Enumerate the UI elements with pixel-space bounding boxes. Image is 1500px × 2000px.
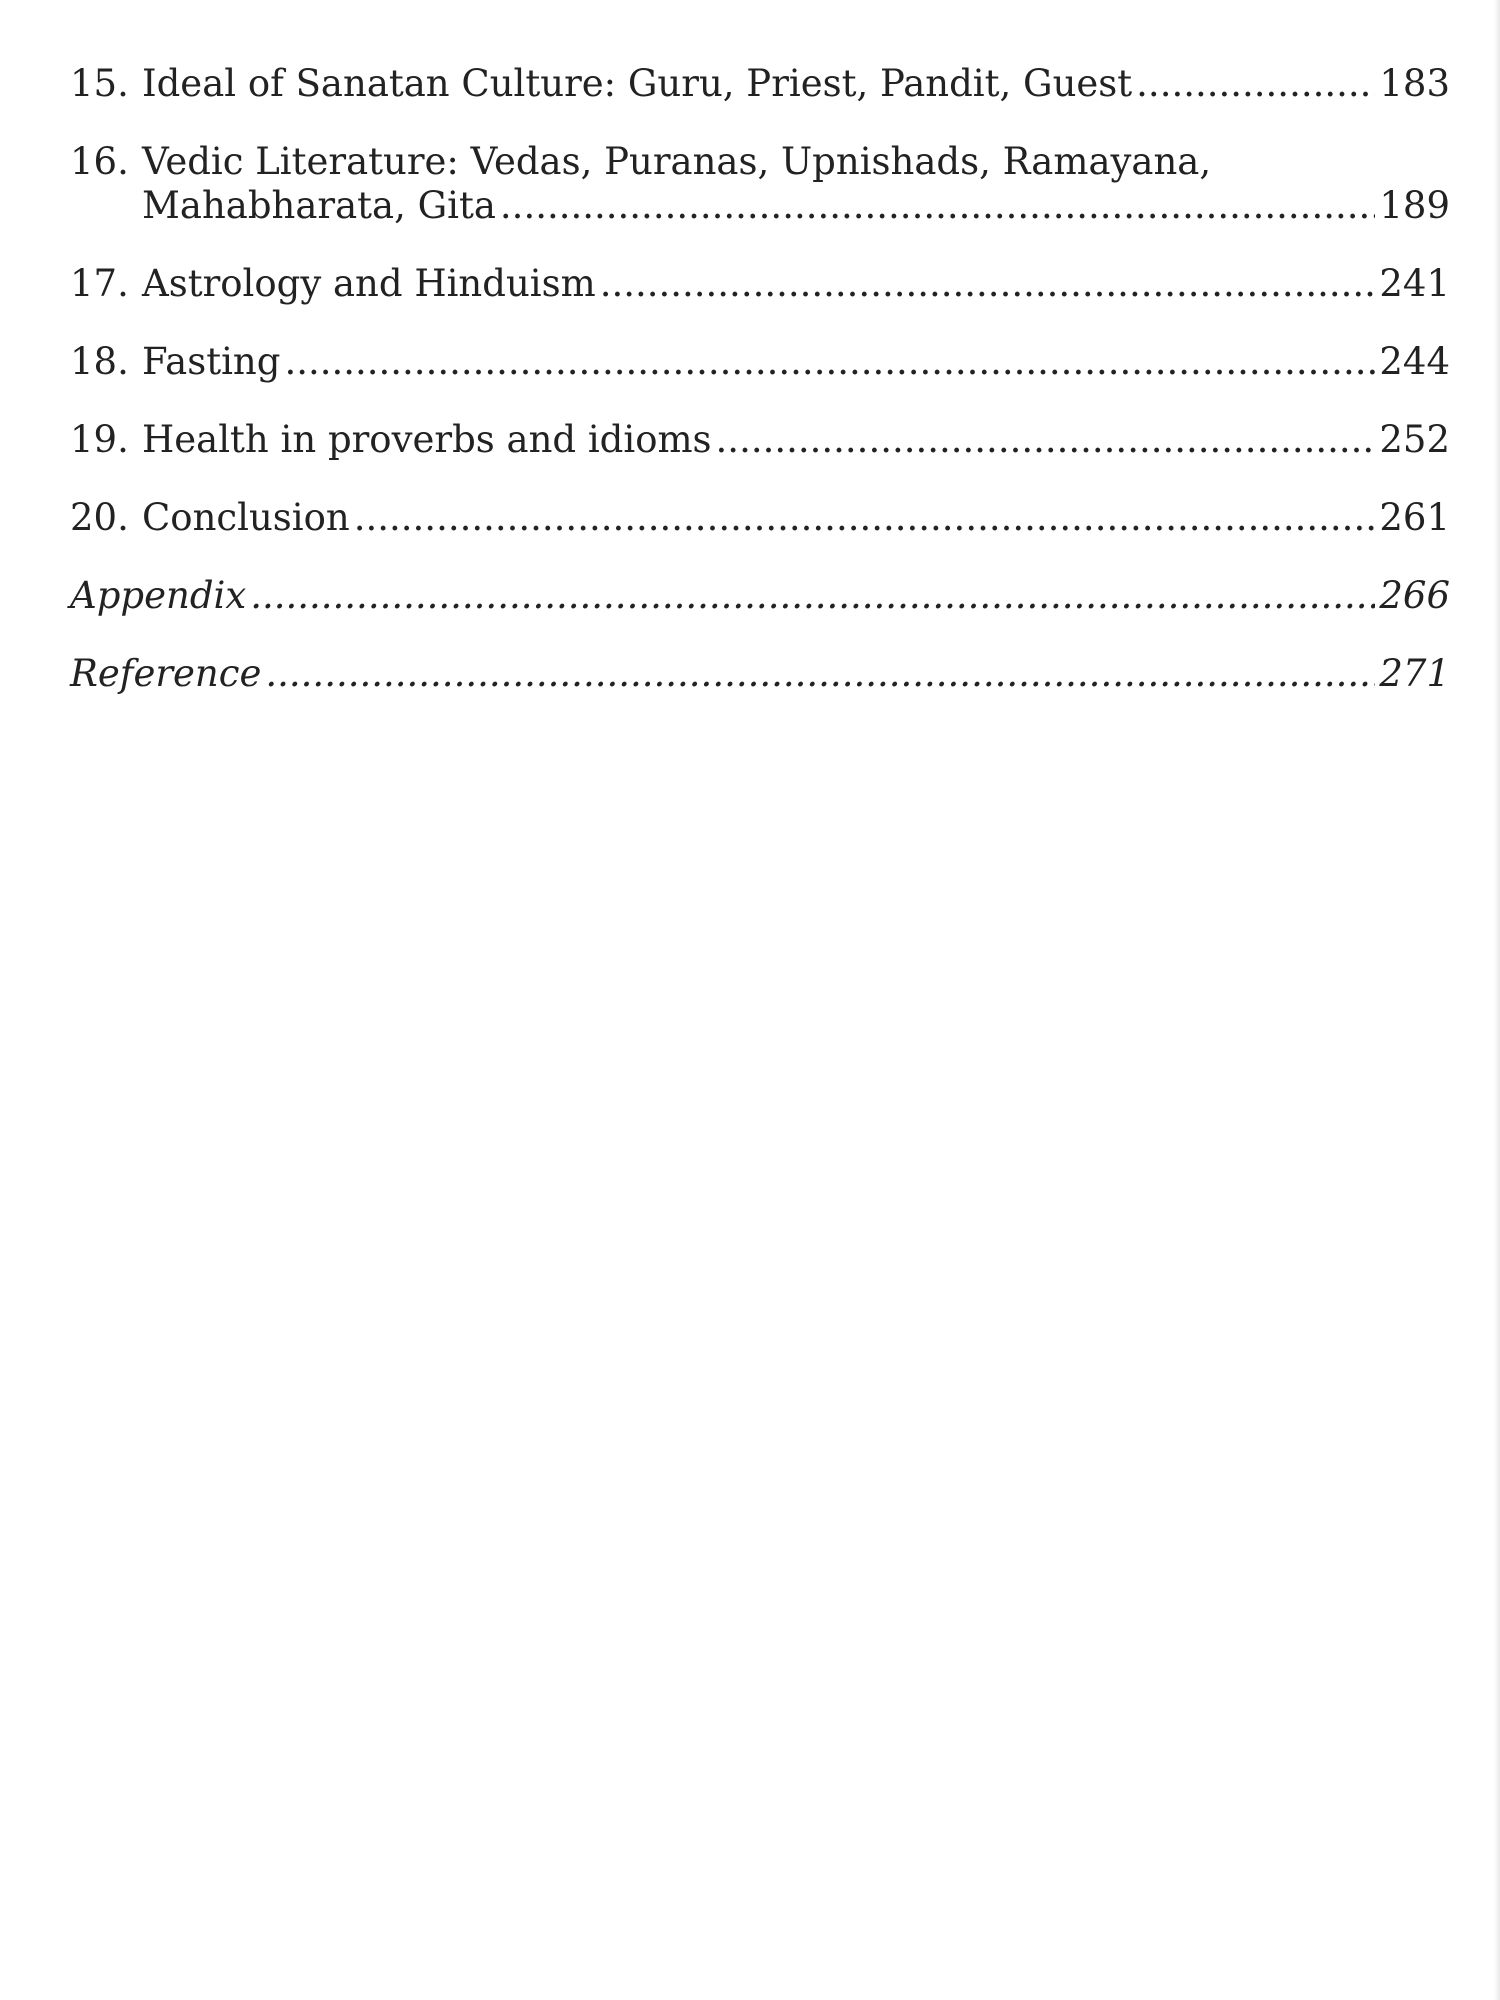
dot-leader: [250, 570, 1375, 622]
dot-leader: [1136, 58, 1375, 110]
toc-entry-18[interactable]: [70, 336, 1450, 388]
toc-entry-title: Ideal of Sanatan Culture: Guru, Priest, Pandit, Guest: [142, 62, 1133, 105]
toc-entry-page: 252: [1379, 418, 1450, 461]
toc-entry-15[interactable]: [70, 58, 1450, 110]
toc-entry-page: 189: [1379, 184, 1450, 227]
table-of-contents: [70, 58, 1450, 726]
toc-entry-title-line1: Vedic Literature: Vedas, Puranas, Upnishads, Ramayana,: [142, 140, 1212, 183]
toc-entry-page: 244: [1379, 340, 1450, 383]
page-edge-shadow: [1494, 0, 1500, 2000]
toc-entry-number: 20.: [70, 496, 129, 539]
toc-entry-title: Astrology and Hinduism: [142, 262, 596, 305]
dot-leader: [500, 180, 1375, 232]
dot-leader: [265, 648, 1375, 700]
toc-entry-16[interactable]: [70, 136, 1450, 232]
toc-entry-title: Appendix: [70, 574, 247, 617]
toc-entry-page: 241: [1379, 262, 1450, 305]
dot-leader: [600, 258, 1376, 310]
toc-entry-number: 16.: [70, 140, 129, 183]
toc-entry-page: 183: [1379, 62, 1450, 105]
toc-entry-19[interactable]: [70, 414, 1450, 466]
toc-entry-reference[interactable]: [70, 648, 1450, 700]
toc-entry-page: 261: [1379, 496, 1450, 539]
dot-leader: [354, 492, 1376, 544]
dot-leader: [284, 336, 1375, 388]
dot-leader: [716, 414, 1376, 466]
toc-entry-page: 266: [1379, 574, 1450, 617]
toc-entry-page: 271: [1379, 652, 1450, 695]
toc-entry-number: 15.: [70, 62, 129, 105]
toc-entry-title: Conclusion: [142, 496, 350, 539]
toc-entry-appendix[interactable]: [70, 570, 1450, 622]
toc-entry-number: 19.: [70, 418, 129, 461]
toc-entry-number: 18.: [70, 340, 129, 383]
toc-entry-title: Reference: [70, 652, 262, 695]
toc-entry-title: Fasting: [142, 340, 281, 383]
toc-entry-title: Health in proverbs and idioms: [142, 418, 712, 461]
toc-entry-number: 17.: [70, 262, 129, 305]
toc-entry-title-line2: Mahabharata, Gita: [142, 184, 496, 227]
toc-entry-17[interactable]: [70, 258, 1450, 310]
toc-entry-20[interactable]: [70, 492, 1450, 544]
